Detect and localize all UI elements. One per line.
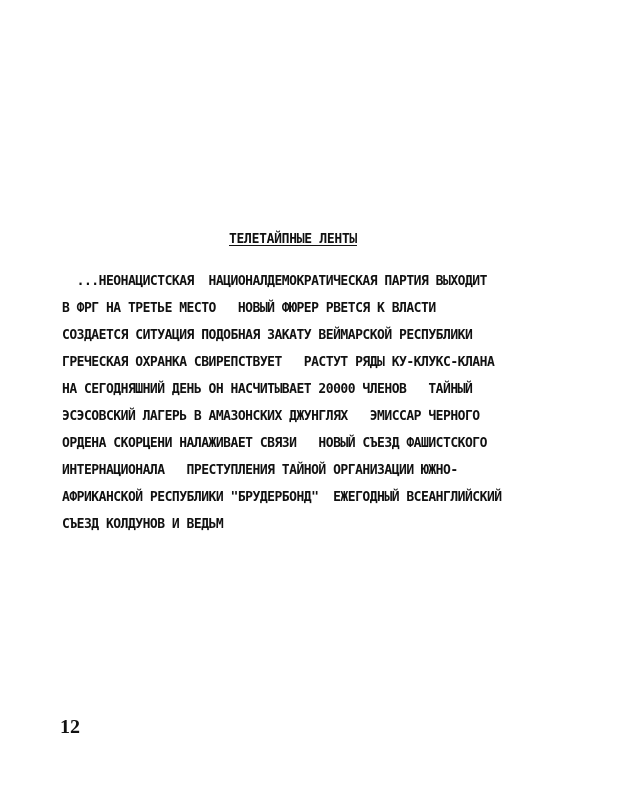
text-line: ГРЕЧЕСКАЯ ОХРАНКА СВИРЕПСТВУЕТ РАСТУТ РЯДЫ КУ-КЛУКС-КЛАНА bbox=[62, 355, 495, 370]
text-line: ...НЕОНАЦИСТСКАЯ НАЦИОНАЛДЕМОКРАТИЧЕСКАЯ ПАРТИЯ ВЫХОДИТ bbox=[62, 274, 487, 289]
text-line: ИНТЕРНАЦИОНАЛА ПРЕСТУПЛЕНИЯ ТАЙНОЙ ОРГАНИЗАЦИИ ЮЖНО- bbox=[62, 463, 458, 478]
text-line: СЪЕЗД КОЛДУНОВ И ВЕДЬМ bbox=[62, 517, 224, 532]
teletype-text-block bbox=[62, 268, 582, 538]
page-number: 12 bbox=[60, 716, 80, 738]
document-heading: ТЕЛЕТАЙПНЫЕ ЛЕНТЫ bbox=[229, 232, 357, 247]
text-line: В ФРГ НА ТРЕТЬЕ МЕСТО НОВЫЙ ФЮРЕР РВЕТСЯ К ВЛАСТИ bbox=[62, 301, 436, 316]
text-line: НА СЕГОДНЯШНИЙ ДЕНЬ ОН НАСЧИТЫВАЕТ 20000 ЧЛЕНОВ ТАЙНЫЙ bbox=[62, 382, 473, 397]
text-line: СОЗДАЕТСЯ СИТУАЦИЯ ПОДОБНАЯ ЗАКАТУ ВЕЙМАРСКОЙ РЕСПУБЛИКИ bbox=[62, 328, 473, 343]
text-line: ЭСЭСОВСКИЙ ЛАГЕРЬ В АМАЗОНСКИХ ДЖУНГЛЯХ ЭМИССАР ЧЕРНОГО bbox=[62, 409, 480, 424]
text-line: АФРИКАНСКОЙ РЕСПУБЛИКИ "БРУДЕРБОНД" ЕЖЕГОДНЫЙ ВСЕАНГЛИЙСКИЙ bbox=[62, 490, 502, 505]
text-line: ОРДЕНА СКОРЦЕНИ НАЛАЖИВАЕТ СВЯЗИ НОВЫЙ СЪЕЗД ФАШИСТСКОГО bbox=[62, 436, 487, 451]
